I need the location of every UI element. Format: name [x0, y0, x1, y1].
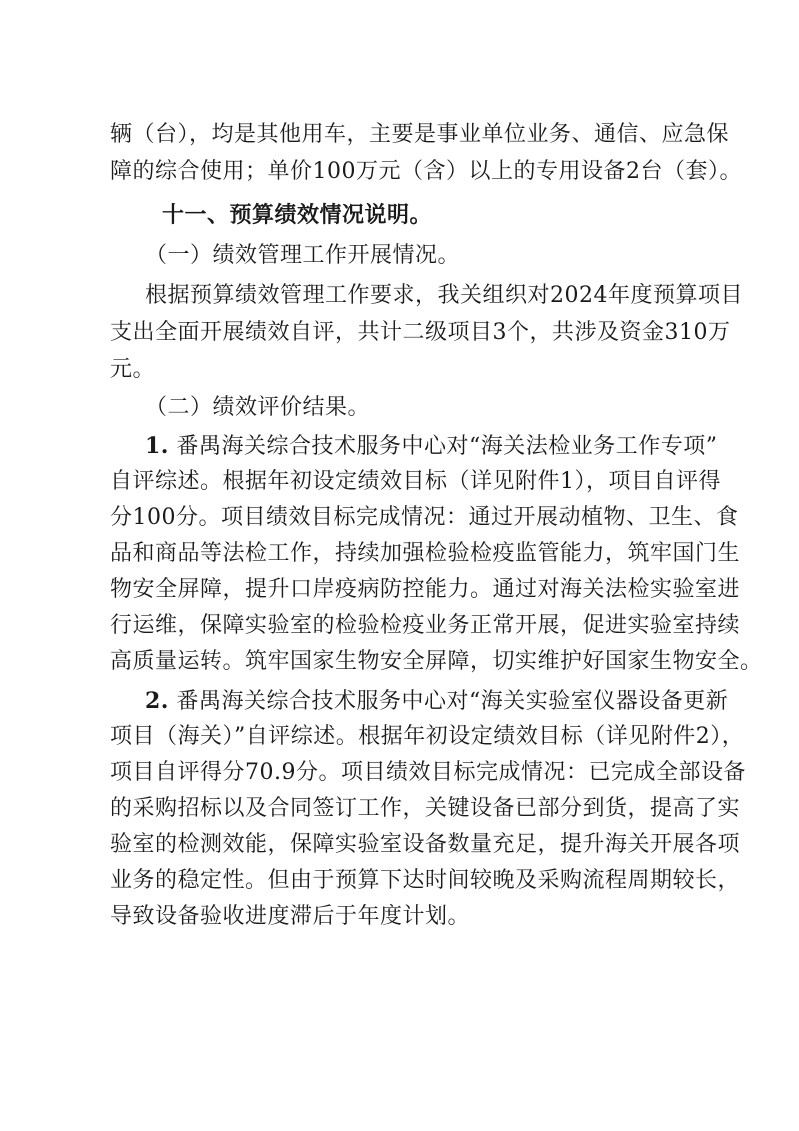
body-line: 项目自评得分70.9分。项目绩效目标完成情况：已完成全部设备 — [110, 760, 746, 785]
body-line: 品和商品等法检工作，持续加强检验检疫监管能力，筑牢国门生 — [110, 541, 741, 566]
body-line: 支出全面开展绩效自评，共计二级项目3个，共涉及资金310万 — [110, 320, 731, 345]
section-heading: 十一、预算绩效情况说明。 — [162, 203, 433, 228]
body-line: 业务的稳定性。但由于预算下达时间较晚及采购流程周期较长， — [110, 868, 741, 893]
body-text: 番禺海关综合技术服务中心对“海关法检业务工作专项” — [176, 434, 718, 459]
subsection-heading: （一）绩效管理工作开展情况。 — [145, 243, 461, 268]
subsection-heading: （二）绩效评价结果。 — [145, 395, 371, 420]
body-line: 障的综合使用；单价100万元（含）以上的专用设备2台（套）。 — [110, 159, 742, 184]
item-number: 1. — [145, 433, 169, 459]
body-line: 辆（台），均是其他用车，主要是事业单位业务、通信、应急保 — [110, 122, 730, 147]
body-line: 行运维，保障实验室的检验检疫业务正常开展，促进实验室持续 — [110, 613, 741, 638]
item-number: 2. — [145, 688, 169, 714]
body-line: 的采购招标以及合同签订工作，关键设备已部分到货，提高了实 — [110, 796, 741, 821]
body-text: 番禺海关综合技术服务中心对“海关实验室仪器设备更新 — [176, 689, 729, 714]
body-line: 高质量运转。筑牢国家生物安全屏障，切实维护好国家生物安全。 — [110, 649, 763, 674]
body-line: 分100分。项目绩效目标完成情况：通过开展动植物、卫生、食 — [110, 505, 739, 530]
numbered-paragraph-start — [145, 428, 718, 464]
body-line: 物安全屏障，提升口岸疫病防控能力。通过对海关法检实验室进 — [110, 577, 741, 602]
body-line: 元。 — [110, 357, 156, 382]
body-line: 自评综述。根据年初设定绩效目标（详见附件1），项目自评得 — [110, 469, 721, 494]
numbered-paragraph-start — [145, 683, 729, 719]
body-line: 验室的检测效能，保障实验室设备数量充足，提升海关开展各项 — [110, 832, 741, 857]
body-line: 项目（海关）”自评综述。根据年初设定绩效目标（详见附件2）， — [110, 724, 745, 749]
body-line: 根据预算绩效管理工作要求，我关组织对2024年度预算项目 — [145, 283, 743, 308]
body-line: 导致设备验收进度滞后于年度计划。 — [110, 904, 471, 929]
